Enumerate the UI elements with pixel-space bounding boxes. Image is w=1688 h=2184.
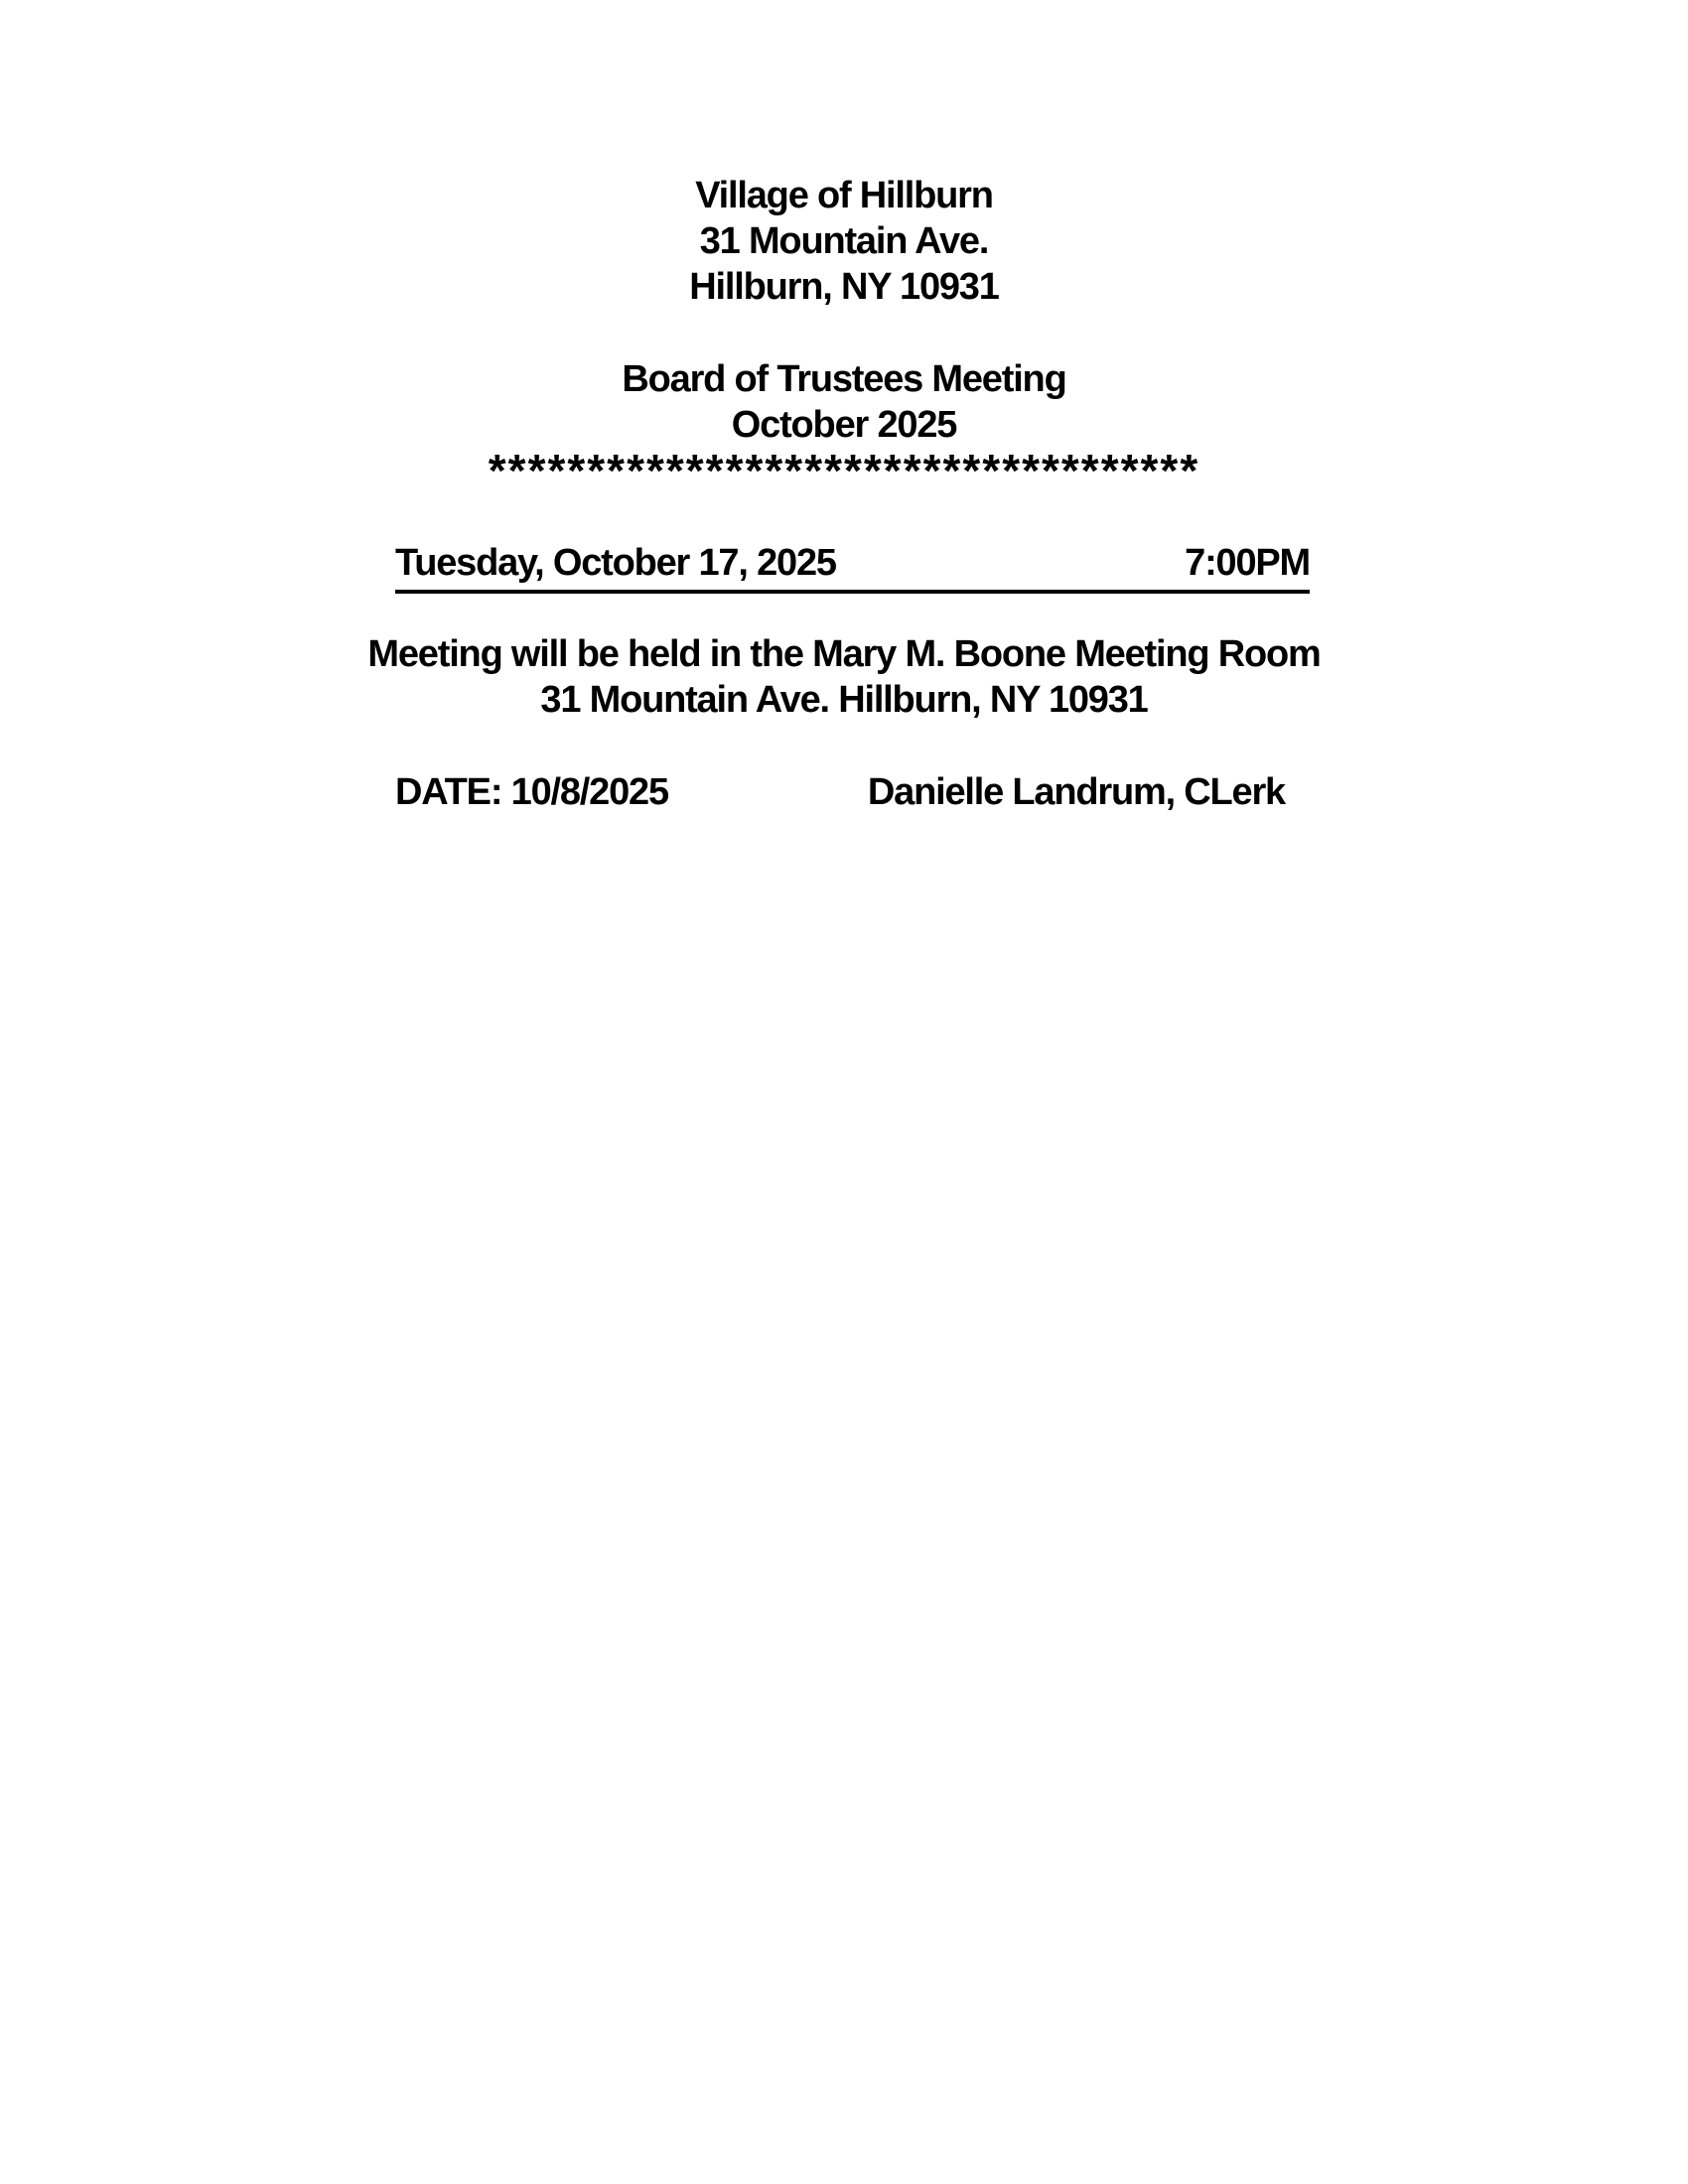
org-address-line2: Hillburn, NY 10931	[689, 266, 999, 309]
schedule-time: 7:00PM	[1185, 542, 1310, 584]
meeting-month: October 2025	[731, 404, 957, 447]
location-line1: Meeting will be held in the Mary M. Boone Meeting Room	[367, 633, 1321, 675]
location-line2: 31 Mountain Ave. Hillburn, NY 10931	[540, 679, 1148, 722]
schedule-row	[395, 540, 1310, 594]
meeting-heading	[0, 356, 1688, 497]
signoff-row	[395, 769, 1285, 815]
org-address-line1: 31 Mountain Ave.	[699, 220, 989, 263]
schedule-date: Tuesday, October 17, 2025	[395, 542, 836, 584]
signoff-clerk: Danielle Landrum, CLerk	[867, 771, 1285, 813]
location-note	[0, 631, 1688, 723]
org-name: Village of Hillburn	[695, 175, 993, 216]
asterisk-divider: ************************************	[488, 445, 1200, 497]
letterhead	[0, 173, 1688, 311]
signoff-date: DATE: 10/8/2025	[395, 771, 668, 813]
meeting-title: Board of Trustees Meeting	[622, 358, 1066, 400]
